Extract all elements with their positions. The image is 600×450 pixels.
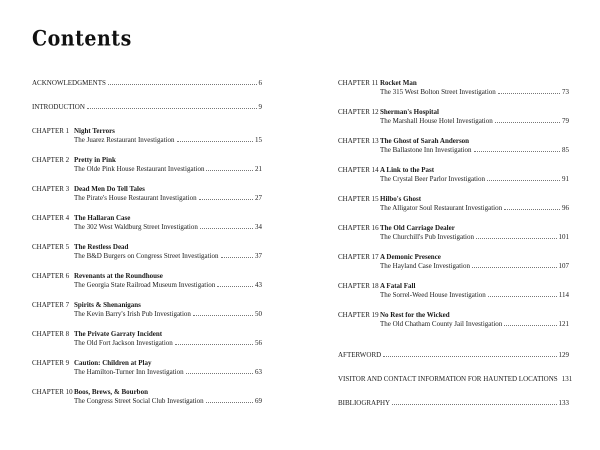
chapter-number: CHAPTER 4 <box>32 214 70 222</box>
page-number: 6 <box>258 79 262 87</box>
chapter-subtitle <box>74 136 262 145</box>
chapter-title: A Demonic Presence <box>380 253 441 261</box>
chapter-title: The Private Garraty Incident <box>74 330 163 338</box>
dot-leader <box>206 169 253 171</box>
dot-leader <box>87 107 257 109</box>
chapter-subtitle <box>380 262 569 271</box>
chapter-subtitle <box>74 223 262 232</box>
chapter-entry <box>32 359 262 377</box>
chapter-title: The Ghost of Sarah Anderson <box>380 137 470 145</box>
chapter-title: No Rest for the Wicked <box>380 311 450 319</box>
chapter-subtitle-label: The Old Chatham County Jail Investigation <box>380 320 503 328</box>
page-number: 63 <box>255 368 262 376</box>
chapter-title: The Hallaran Case <box>74 214 131 222</box>
chapter-subtitle <box>380 233 569 242</box>
dot-leader <box>495 121 560 123</box>
chapter-number: CHAPTER 18 <box>338 282 379 290</box>
chapter-subtitle-label: The Georgia State Railroad Museum Investigation <box>74 281 216 289</box>
chapter-title: Dead Men Do Tell Tales <box>74 185 145 193</box>
page-number: 34 <box>255 223 262 231</box>
back-matter-entry <box>338 375 573 384</box>
dot-leader <box>392 403 556 405</box>
page-number: 129 <box>558 351 569 359</box>
page-number: 121 <box>558 320 569 328</box>
page-number: 73 <box>562 88 569 96</box>
front-matter-entry-label: INTRODUCTION <box>32 103 85 111</box>
chapter-subtitle-label: The Alligator Soul Restaurant Investigation <box>380 204 503 212</box>
chapter-title: Spirits & Shenanigans <box>74 301 141 309</box>
chapter-number: CHAPTER 17 <box>338 253 379 261</box>
chapter-number: CHAPTER 13 <box>338 137 379 145</box>
contents-left-column <box>32 79 262 417</box>
chapter-subtitle-label: The Crystal Beer Parlor Investigation <box>380 175 485 183</box>
chapter-entry <box>338 137 569 155</box>
chapter-subtitle <box>380 291 569 300</box>
dot-leader <box>383 355 556 357</box>
dot-leader <box>175 343 253 345</box>
dot-leader <box>200 227 253 229</box>
chapter-subtitle-label: The Sorrel-Weed House Investigation <box>380 291 486 299</box>
page-number: 133 <box>558 399 569 407</box>
chapter-subtitle <box>380 146 569 155</box>
dot-leader <box>476 237 556 239</box>
chapter-number: CHAPTER 11 <box>338 79 379 87</box>
back-matter-entry <box>338 399 569 408</box>
dot-leader <box>177 140 254 142</box>
chapter-entry <box>32 185 262 203</box>
chapter-subtitle <box>74 368 262 377</box>
chapter-subtitle <box>74 252 262 261</box>
contents-right-column <box>338 79 573 423</box>
page-number: 69 <box>255 397 262 405</box>
chapter-title: Caution: Children at Play <box>74 359 152 367</box>
chapter-subtitle <box>380 320 569 329</box>
chapter-subtitle-label: The Ballastone Inn Investigation <box>380 146 472 154</box>
dot-leader <box>504 208 560 210</box>
dot-leader <box>474 150 560 152</box>
page-number: 37 <box>255 252 262 260</box>
chapter-title: Pretty in Pink <box>74 156 116 164</box>
dot-leader <box>217 285 253 287</box>
chapter-entry <box>338 79 569 97</box>
chapter-number: CHAPTER 6 <box>32 272 70 280</box>
front-matter-entry <box>32 79 262 88</box>
front-matter-entry-label: ACKNOWLEDGMENTS <box>32 79 106 87</box>
chapter-subtitle-label: The Juarez Restaurant Investigation <box>74 136 175 144</box>
chapter-entry <box>338 108 569 126</box>
chapter-number: CHAPTER 16 <box>338 224 379 232</box>
page-number: 101 <box>558 233 569 241</box>
chapter-entry <box>338 253 569 271</box>
chapter-entry <box>32 243 262 261</box>
chapter-title: Rocket Man <box>380 79 417 87</box>
chapter-title: Night Terrors <box>74 127 115 135</box>
chapter-title: Boos, Brews, & Bourbon <box>74 388 148 396</box>
page-number: 79 <box>562 117 569 125</box>
chapter-entry <box>338 166 569 184</box>
chapter-entry <box>338 311 569 329</box>
back-matter-entry-label: AFTERWORD <box>338 351 382 359</box>
chapter-subtitle <box>74 194 262 203</box>
page-number: 9 <box>258 103 262 111</box>
chapter-title: A Fatal Fall <box>380 282 416 290</box>
chapter-entry <box>32 214 262 232</box>
chapter-entry <box>32 330 262 348</box>
chapter-subtitle-label: The Hamilton-Turner Inn Investigation <box>74 368 184 376</box>
chapter-number: CHAPTER 9 <box>32 359 70 367</box>
page-number: 85 <box>562 146 569 154</box>
page-number: 96 <box>562 204 569 212</box>
chapter-number: CHAPTER 15 <box>338 195 379 203</box>
chapter-subtitle-label: The Kevin Barry's Irish Pub Investigation <box>74 310 191 318</box>
chapter-subtitle-label: The Pirate's House Restaurant Investigation <box>74 194 197 202</box>
chapter-subtitle <box>74 310 262 319</box>
chapter-number: CHAPTER 12 <box>338 108 379 116</box>
chapter-subtitle <box>380 117 569 126</box>
page-title: Contents <box>32 26 132 52</box>
chapter-number: CHAPTER 2 <box>32 156 70 164</box>
chapter-entry <box>338 282 569 300</box>
dot-leader <box>199 198 253 200</box>
page-number: 15 <box>255 136 262 144</box>
back-matter-entry <box>338 351 569 360</box>
chapter-entry <box>338 224 569 242</box>
page-number: 27 <box>255 194 262 202</box>
dot-leader <box>504 324 556 326</box>
chapter-subtitle-label: The Olde Pink House Restaurant Investigation <box>74 165 205 173</box>
page-number: 107 <box>558 262 569 270</box>
chapter-number: CHAPTER 1 <box>32 127 70 135</box>
chapter-subtitle <box>380 88 569 97</box>
page-number: 114 <box>558 291 569 299</box>
chapter-subtitle-label: The Hayland Case Investigation <box>380 262 471 270</box>
chapter-title: A Link to the Past <box>380 166 435 174</box>
chapter-entry <box>32 272 262 290</box>
chapter-number: CHAPTER 10 <box>32 388 73 396</box>
chapter-entry <box>32 127 262 145</box>
chapter-subtitle <box>380 204 569 213</box>
dot-leader <box>487 179 560 181</box>
chapter-subtitle-label: The 315 West Bolton Street Investigation <box>380 88 496 96</box>
chapter-title: Sherman's Hospital <box>380 108 439 116</box>
chapter-title: Revenants at the Roundhouse <box>74 272 163 280</box>
front-matter-entry <box>32 103 262 112</box>
chapter-number: CHAPTER 5 <box>32 243 70 251</box>
dot-leader <box>206 401 253 403</box>
chapter-subtitle-label: The Churchill's Pub Investigation <box>380 233 475 241</box>
dot-leader <box>472 266 556 268</box>
chapter-number: CHAPTER 7 <box>32 301 70 309</box>
chapter-subtitle-label: The 302 West Waldburg Street Investigation <box>74 223 198 231</box>
chapter-title: The Old Carriage Dealer <box>380 224 455 232</box>
chapter-subtitle-label: The Old Fort Jackson Investigation <box>74 339 173 347</box>
chapter-subtitle <box>380 175 569 184</box>
chapter-number: CHAPTER 14 <box>338 166 379 174</box>
back-matter-entry-label: VISITOR AND CONTACT INFORMATION FOR HAUNTED LOCATIONS <box>338 375 558 383</box>
chapter-entry <box>32 301 262 319</box>
chapter-entry <box>32 156 262 174</box>
back-matter-entry-label: BIBLIOGRAPHY <box>338 399 391 407</box>
page-number: 21 <box>255 165 262 173</box>
chapter-subtitle-label: The Marshall House Hotel Investigation <box>380 117 493 125</box>
chapter-number: CHAPTER 19 <box>338 311 379 319</box>
chapter-entry <box>338 195 569 213</box>
chapter-subtitle <box>74 397 262 406</box>
page-number: 131 <box>561 375 573 383</box>
chapter-subtitle-label: The Congress Street Social Club Investigation <box>74 397 204 405</box>
page-number: 43 <box>255 281 262 289</box>
page-number: 91 <box>562 175 569 183</box>
chapter-subtitle <box>74 281 262 290</box>
chapter-entry <box>32 388 262 406</box>
dot-leader <box>498 92 560 94</box>
chapter-title: The Restless Dead <box>74 243 129 251</box>
page-number: 56 <box>255 339 262 347</box>
dot-leader <box>488 295 557 297</box>
chapter-number: CHAPTER 3 <box>32 185 70 193</box>
chapter-subtitle-label: The B&D Burgers on Congress Street Investigation <box>74 252 219 260</box>
chapter-subtitle <box>74 339 262 348</box>
chapter-title: Hilbo's Ghost <box>380 195 422 203</box>
chapter-number: CHAPTER 8 <box>32 330 70 338</box>
dot-leader <box>108 83 257 85</box>
dot-leader <box>221 256 253 258</box>
dot-leader <box>193 314 253 316</box>
chapter-subtitle <box>74 165 262 174</box>
dot-leader <box>186 372 253 374</box>
page-number: 50 <box>255 310 262 318</box>
